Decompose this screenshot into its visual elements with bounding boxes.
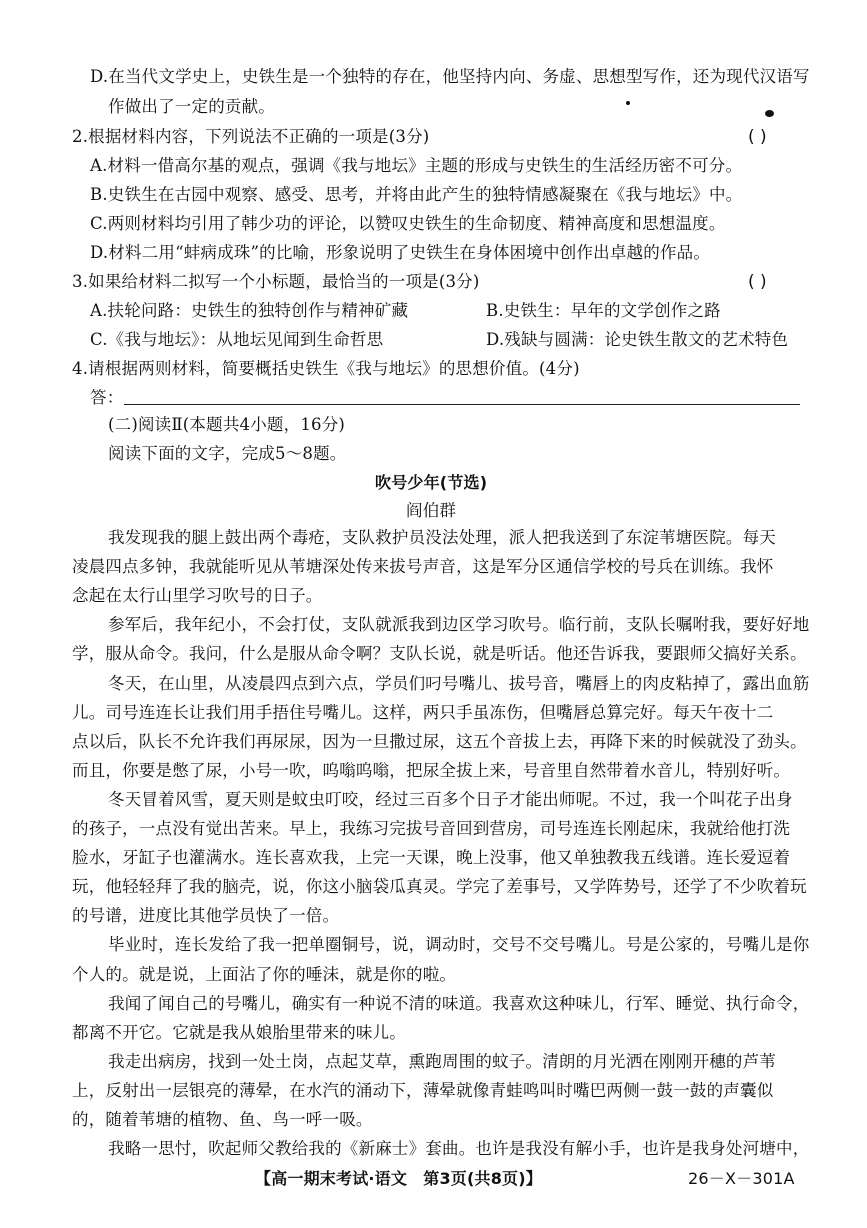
q3-answer-bracket[interactable]: ( ) [748,272,767,292]
passage-line: 学，服从命令。我问，什么是服从命令啊？支队长说，就是听话。他还告诉我，要跟师父搞好关系。 [72,644,807,663]
footer-page-info: 【高一期末考试·语文 第3页(共8页)】 [255,1169,542,1188]
ink-speck-2 [765,110,774,117]
passage-line: 儿。司号连连长让我们用手捂住号嘴儿。这样，两只手虽冻伤，但嘴唇总算完好。每天午夜十二 [72,703,774,722]
passage-line: 玩，他轻轻拜了我的脑壳，说，你这小脑袋瓜真灵。学完了差事号，又学阵势号，还学了不少吹着玩 [72,877,807,896]
q2-option-b: B.史铁生在古园中观察、感受、思考，并将由此产生的独特情感凝聚在《我与地坛》中。 [90,185,743,204]
q2-option-a: A.材料一借高尔基的观点，强调《我与地坛》主题的形成与史铁生的生活经历密不可分。 [90,156,743,175]
passage-line: 个人的。就是说，上面沾了你的唾沫，就是你的啦。 [72,965,457,984]
q3-option-b: B.史铁生：早年的文学创作之路 [486,301,721,320]
q4-answer-line[interactable] [124,404,800,405]
passage-line: 我闻了闻自己的号嘴儿，确实有一种说不清的味道。我喜欢这种味儿，行军、睡觉、执行命令， [108,994,810,1013]
passage-title: 吹号少年(节选) [375,473,488,492]
passage-line: 点以后，队长不允许我们再尿尿，因为一旦撒过尿，这五个音拔上去，再降下来的时候就没了劲头。 [72,732,807,751]
passage-line: 冬天，在山里，从凌晨四点到六点，学员们叼号嘴儿、拔号音，嘴唇上的肉皮粘掉了，露出血筋 [108,674,810,693]
q4-answer-label: 答： [90,388,124,407]
passage-line: 念起在太行山里学习吹号的日子。 [72,586,323,605]
ink-speck-1 [626,101,630,105]
passage-line: 而且，你要是憋了尿，小号一吹，呜嗡呜嗡，把尿全拔上来，号音里自然带着水音儿，特别好听。 [72,761,791,780]
passage-line: 毕业时，连长发给了我一把单圈铜号，说，调动时，交号不交号嘴儿。号是公家的，号嘴儿是你 [108,935,810,954]
footer-exam-code: 26－X－301A [688,1169,795,1188]
q3-stem: 3.如果给材料二拟写一个小标题，最恰当的一项是(3分) [72,272,480,291]
q3-option-a: A.扶轮问路：史铁生的独特创作与精神矿藏 [90,301,409,320]
passage-line: 我走出病房，找到一处土岗，点起艾草，熏跑周围的蚊子。清朗的月光洒在刚刚开穗的芦苇 [108,1052,776,1071]
passage-line: 凌晨四点多钟，我就能听见从苇塘深处传来拔号声音，这是军分区通信学校的号兵在训练。我怀 [72,557,774,576]
passage-line: 上，反射出一层银亮的薄晕，在水汽的涌动下，薄晕就像青蛙鸣叫时嘴巴两侧一鼓一鼓的声囊似 [72,1081,774,1100]
q4-stem: 4.请根据两则材料，简要概括史铁生《我与地坛》的思想价值。(4分) [72,359,580,378]
section2-instruction: 阅读下面的文字，完成5～8题。 [108,444,347,463]
passage-line: 的号谱，进度比其他学员快了一倍。 [72,906,340,925]
passage-line: 我略一思忖，吹起师父教给我的《新麻士》套曲。也许是我没有解小手，也许是我身处河塘中， [108,1139,810,1158]
q2-stem: 2.根据材料内容，下列说法不正确的一项是(3分) [72,127,430,146]
passage-line: 的孩子，一点没有觉出苦来。早上，我练习完拔号音回到营房，司号连连长刚起床，我就给他打洗 [72,819,791,838]
passage-author: 阎伯群 [406,501,457,520]
q2-answer-bracket[interactable]: ( ) [748,127,767,147]
q3-option-d: D.残缺与圆满：论史铁生散文的艺术特色 [486,330,789,349]
passage-line: 的，随着苇塘的植物、鱼、鸟一呼一吸。 [72,1110,373,1129]
section2-heading: (二)阅读Ⅱ(本题共4小题，16分) [108,415,346,434]
passage-line: 冬天冒着风雪，夏天则是蚊虫叮咬，经过三百多个日子才能出师呢。不过，我一个叫花子出身 [108,790,793,809]
q3-option-c: C.《我与地坛》：从地坛见闻到生命哲思 [90,330,384,349]
q2-option-d: D.材料二用“蚌病成珠”的比喻，形象说明了史铁生在身体困境中创作出卓越的作品。 [90,243,711,262]
passage-line: 参军后，我年纪小，不会打仗，支队就派我到边区学习吹号。临行前，支队长嘱咐我，要好好地 [108,615,810,634]
passage-line: 都离不开它。它就是我从娘胎里带来的味儿。 [72,1023,406,1042]
passage-line: 我发现我的腿上鼓出两个毒疮，支队救护员没法处理，派人把我送到了东淀苇塘医院。每天 [108,528,776,547]
option-d-line1: D.在当代文学史上，史铁生是一个独特的存在，他坚持内向、务虚、思想型写作，还为现代汉语写 [90,67,810,86]
q2-option-c: C.两则材料均引用了韩少功的评论，以赞叹史铁生的生命韧度、精神高度和思想温度。 [90,214,726,233]
option-d-line2: 作做出了一定的贡献。 [108,97,275,116]
passage-line: 脸水，牙缸子也灌满水。连长喜欢我，上完一天课，晚上没事，他又单独教我五线谱。连长爱逗着 [72,848,791,867]
